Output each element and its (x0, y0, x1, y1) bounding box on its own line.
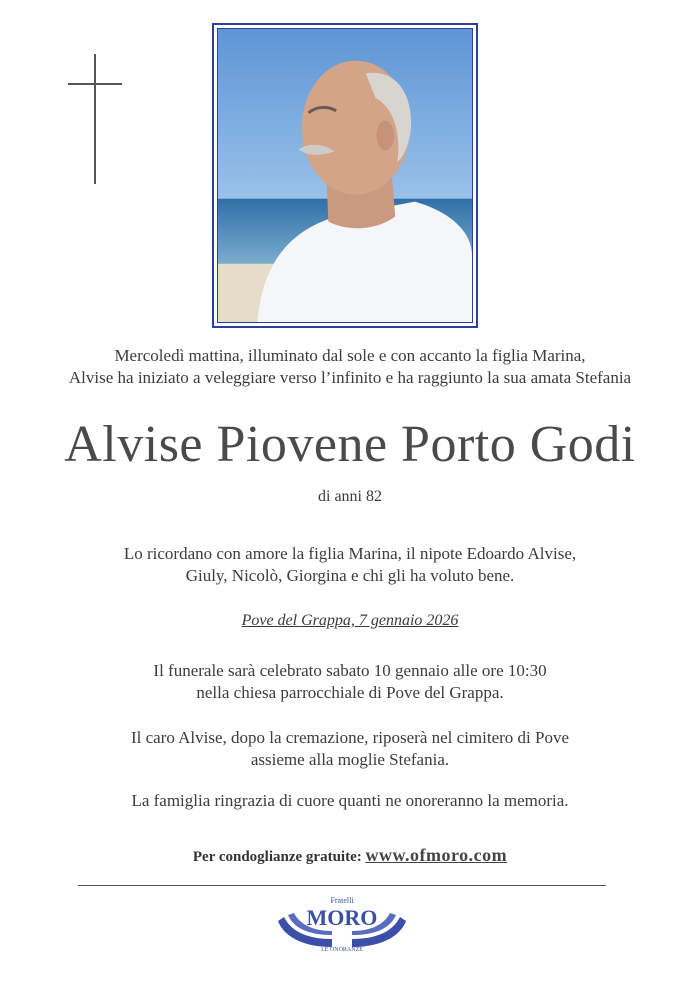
cremation-line-2: assieme alla moglie Stefania. (250, 750, 450, 769)
condolences-line (0, 845, 700, 866)
funeral-line-2: nella chiesa parrocchiale di Pove del Grappa. (196, 683, 504, 702)
condolences-label: Per condoglianze gratuite: (192, 849, 362, 865)
cremation-line-1: Il caro Alvise, dopo la cremazione, riposerà nel cimitero di Pove (130, 728, 570, 747)
remembrance-line-1: Lo ricordano con amore la figlia Marina, il nipote Edoardo Alvise, (123, 544, 577, 563)
logo-top-text: Fratelli (330, 896, 354, 905)
intro-line-2: Alvise ha iniziato a veleggiare verso l’infinito e ha raggiunto la sua amata Stefania (68, 368, 632, 387)
thanks-text: La famiglia ringrazia di cuore quanti ne onoreranno la memoria. (131, 791, 569, 810)
cremation-text (0, 727, 700, 771)
condolences-link[interactable]: www.ofmoro.com (365, 845, 508, 865)
remembrance-line-2: Giuly, Nicolò, Giorgina e chi gli ha voluto bene. (185, 566, 515, 585)
moro-logo (274, 893, 410, 953)
divider (78, 885, 606, 886)
intro-line-1: Mercoledì mattina, illuminato dal sole e con accanto la figlia Marina, (114, 346, 586, 365)
deceased-name: Alvise Piovene Porto Godi (64, 416, 636, 473)
place-date: Pove del Grappa, 7 gennaio 2026 (241, 612, 459, 629)
remembrance-text (0, 543, 700, 587)
portrait-frame (212, 23, 478, 328)
cross-icon (68, 54, 122, 184)
funeral-line-1: Il funerale sarà celebrato sabato 10 gennaio alle ore 10:30 (153, 661, 547, 680)
intro-text (0, 345, 700, 389)
logo-main-text: MORO (306, 905, 378, 930)
funeral-text (0, 660, 700, 704)
portrait-photo (217, 28, 473, 323)
deceased-age: di anni 82 (318, 488, 382, 505)
logo-bottom-text: LE ONORANZE (321, 947, 363, 953)
